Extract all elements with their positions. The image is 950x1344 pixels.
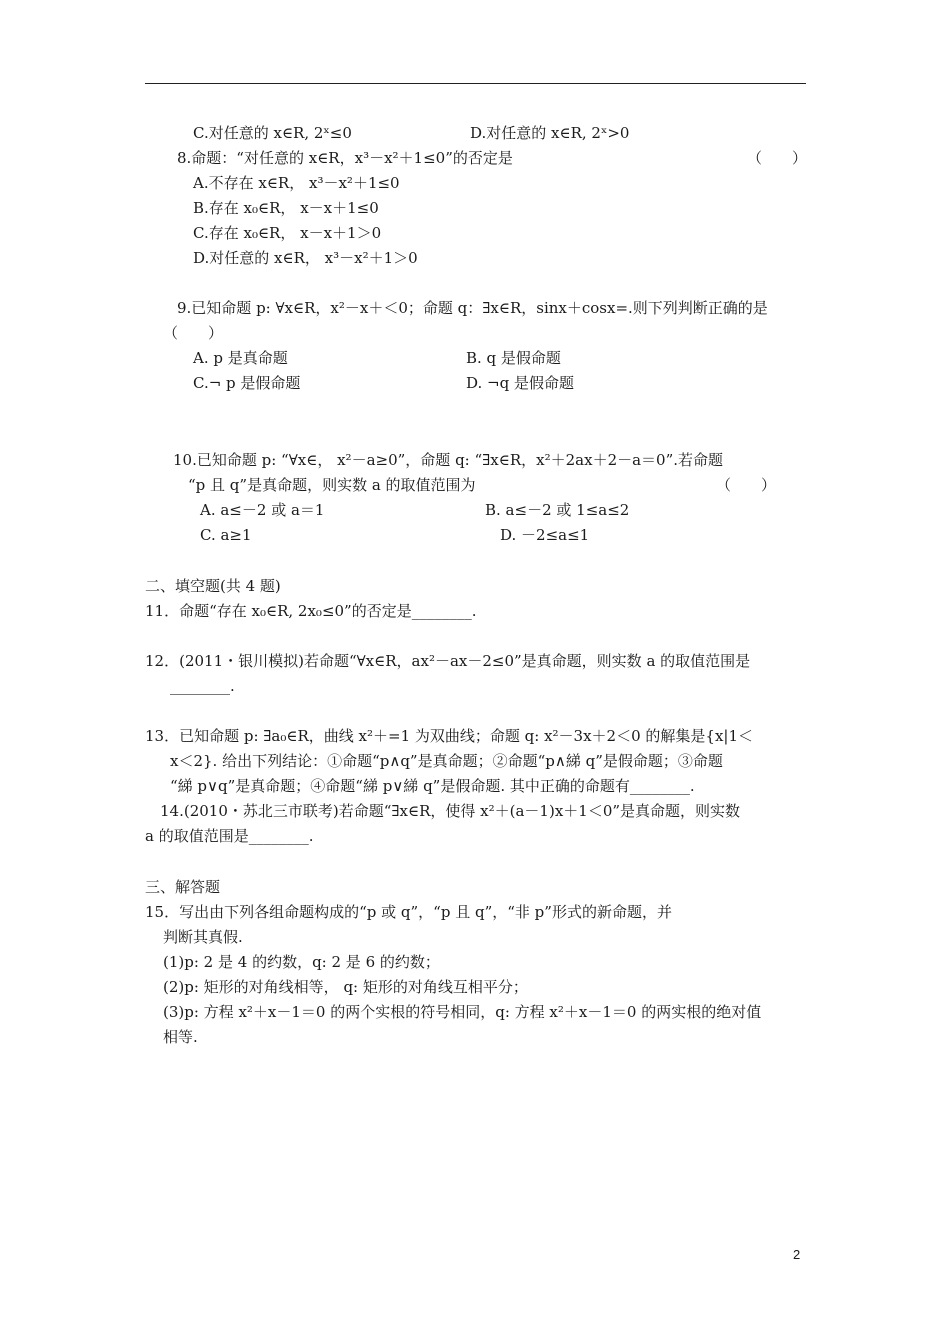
q9-option-d: D. ¬q 是假命题 — [466, 374, 574, 392]
q10-option-a: A. a≤－2 或 a＝1 — [200, 501, 325, 519]
q15-stem-line1: 15．写出由下列各组命题构成的“p 或 q”，“p 且 q”，“非 p”形式的新命题，并 — [145, 903, 672, 921]
q9-stem: 9.已知命题 p: ∀x∈R，x²－x＋＜0；命题 q：∃x∈R，sinx＋cosx=.则下列判断正确的是 — [177, 299, 768, 317]
q14-line1: 14.(2010・苏北三市联考)若命题“∃x∈R，使得 x²＋(a－1)x＋1＜0”是真命题，则实数 — [160, 802, 741, 820]
q11: 11．命题“存在 x₀∈R, 2x₀≤0”的否定是________. — [145, 602, 477, 620]
q10-option-b: B. a≤－2 或 1≤a≤2 — [485, 501, 630, 519]
section-3-heading: 三、解答题 — [145, 878, 221, 896]
q15-item-3-line2: 相等. — [163, 1028, 198, 1046]
section-2-heading: 二、填空题(共 4 题) — [145, 577, 281, 595]
q8-option-b: B.存在 x₀∈R， x－x＋1≤0 — [193, 199, 379, 217]
q10-answer-bracket: （ ） — [716, 476, 777, 494]
q12-line1: 12．(2011・银川模拟)若命题“∀x∈R，ax²－ax－2≤0”是真命题，则实数 a 的取值范围是 — [145, 652, 751, 670]
q8-option-d: D.对任意的 x∈R， x³－x²＋1＞0 — [193, 249, 418, 267]
q15-item-2: (2)p: 矩形的对角线相等， q: 矩形的对角线互相平分； — [163, 978, 528, 996]
q13-line3: “綈 p∨q”是真命题；④命题“綈 p∨綈 q”是假命题. 其中正确的命题有________. — [170, 777, 695, 795]
q15-item-1: (1)p: 2 是 4 的约数，q: 2 是 6 的约数； — [163, 953, 440, 971]
q15-item-3-line1: (3)p: 方程 x²＋x－1＝0 的两个实根的符号相同，q: 方程 x²＋x－1＝0 的两实根的绝对值 — [163, 1003, 762, 1021]
q14-line2: a 的取值范围是________. — [145, 827, 314, 845]
page-number: 2 — [793, 1247, 801, 1262]
q10-option-c: C. a≥1 — [200, 526, 252, 544]
q8-stem: 8.命题：“对任意的 x∈R，x³－x²＋1≤0”的否定是 — [177, 149, 513, 167]
q8-option-c: C.存在 x₀∈R， x－x＋1＞0 — [193, 224, 382, 242]
q13-line2: x＜2}. 给出下列结论：①命题“p∧q”是真命题；②命题“p∧綈 q”是假命题；③命题 — [170, 752, 723, 770]
q10-stem-line2: “p 且 q”是真命题，则实数 a 的取值范围为 — [188, 476, 476, 494]
q8-answer-bracket: （ ） — [747, 149, 808, 167]
q15-stem-line2: 判断其真假. — [163, 928, 243, 946]
q13-line1: 13．已知命题 p: ∃a₀∈R，曲线 x²＋=1 为双曲线；命题 q: x²－3x＋2＜0 的解集是{x|1＜ — [145, 727, 754, 745]
q9-answer-bracket: （ ） — [163, 324, 224, 342]
q9-option-b: B. q 是假命题 — [466, 349, 561, 367]
q8-option-a: A.不存在 x∈R， x³－x²＋1≤0 — [193, 174, 400, 192]
q7-option-c: C.对任意的 x∈R, 2ˣ≤0 — [193, 124, 352, 142]
q10-option-d: D. －2≤a≤1 — [500, 526, 590, 544]
q9-option-c: C.¬ p 是假命题 — [193, 374, 301, 392]
header-rule — [145, 83, 806, 84]
q9-option-a: A. p 是真命题 — [193, 349, 288, 367]
q12-line2: ________. — [170, 677, 235, 695]
q7-option-d: D.对任意的 x∈R, 2ˣ>0 — [470, 124, 630, 142]
q10-stem-line1: 10.已知命题 p: “∀x∈， x²－a≥0”，命题 q: “∃x∈R，x²＋2ax＋2－a＝0”.若命题 — [173, 451, 724, 469]
